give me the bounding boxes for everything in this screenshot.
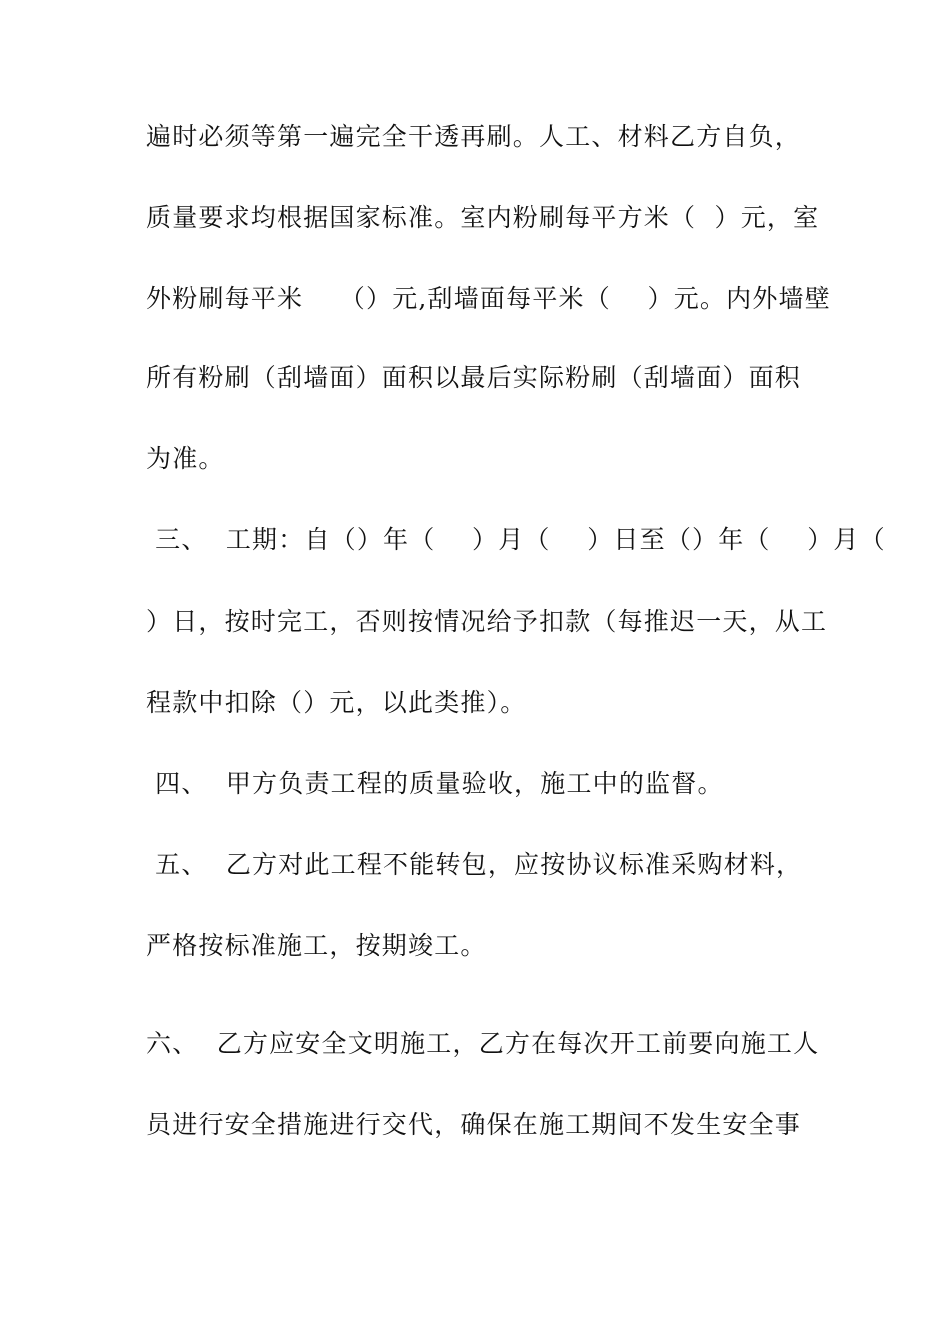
text-line: 严格按标准施工，按期竣工。 — [146, 931, 487, 960]
text-line: 为准。 — [146, 444, 225, 473]
text-line: 遍时必须等第一遍完全干透再刷。人工、材料乙方自负， — [146, 122, 802, 151]
text-line: 员进行安全措施进行交代，确保在施工期间不发生安全事 — [146, 1110, 802, 1139]
clause-six-line: 六、 乙方应安全文明施工，乙方在每次开工前要向施工人 — [146, 1029, 820, 1058]
text-line: ）日，按时完工，否则按情况给予扣款（每推迟一天，从工 — [146, 607, 828, 636]
clause-four-line: 四、 甲方负责工程的质量验收，施工中的监督。 — [146, 769, 724, 798]
clause-five-line: 五、 乙方对此工程不能转包，应按协议标准采购材料， — [146, 850, 803, 879]
text-line: 所有粉刷（刮墙面）面积以最后实际粉刷（刮墙面）面积 — [146, 363, 802, 392]
text-line: 程款中扣除（）元，以此类推）。 — [146, 688, 527, 717]
text-line: 质量要求均根据国家标准。室内粉刷每平方米（ ）元，室 — [146, 203, 820, 232]
text-line: 外粉刷每平米 （）元,刮墙面每平米（ ）元。内外墙壁 — [146, 284, 831, 313]
clause-three-line: 三、 工期：自（）年（ ）月（ ）日至（）年（ ）月（ — [146, 525, 886, 554]
